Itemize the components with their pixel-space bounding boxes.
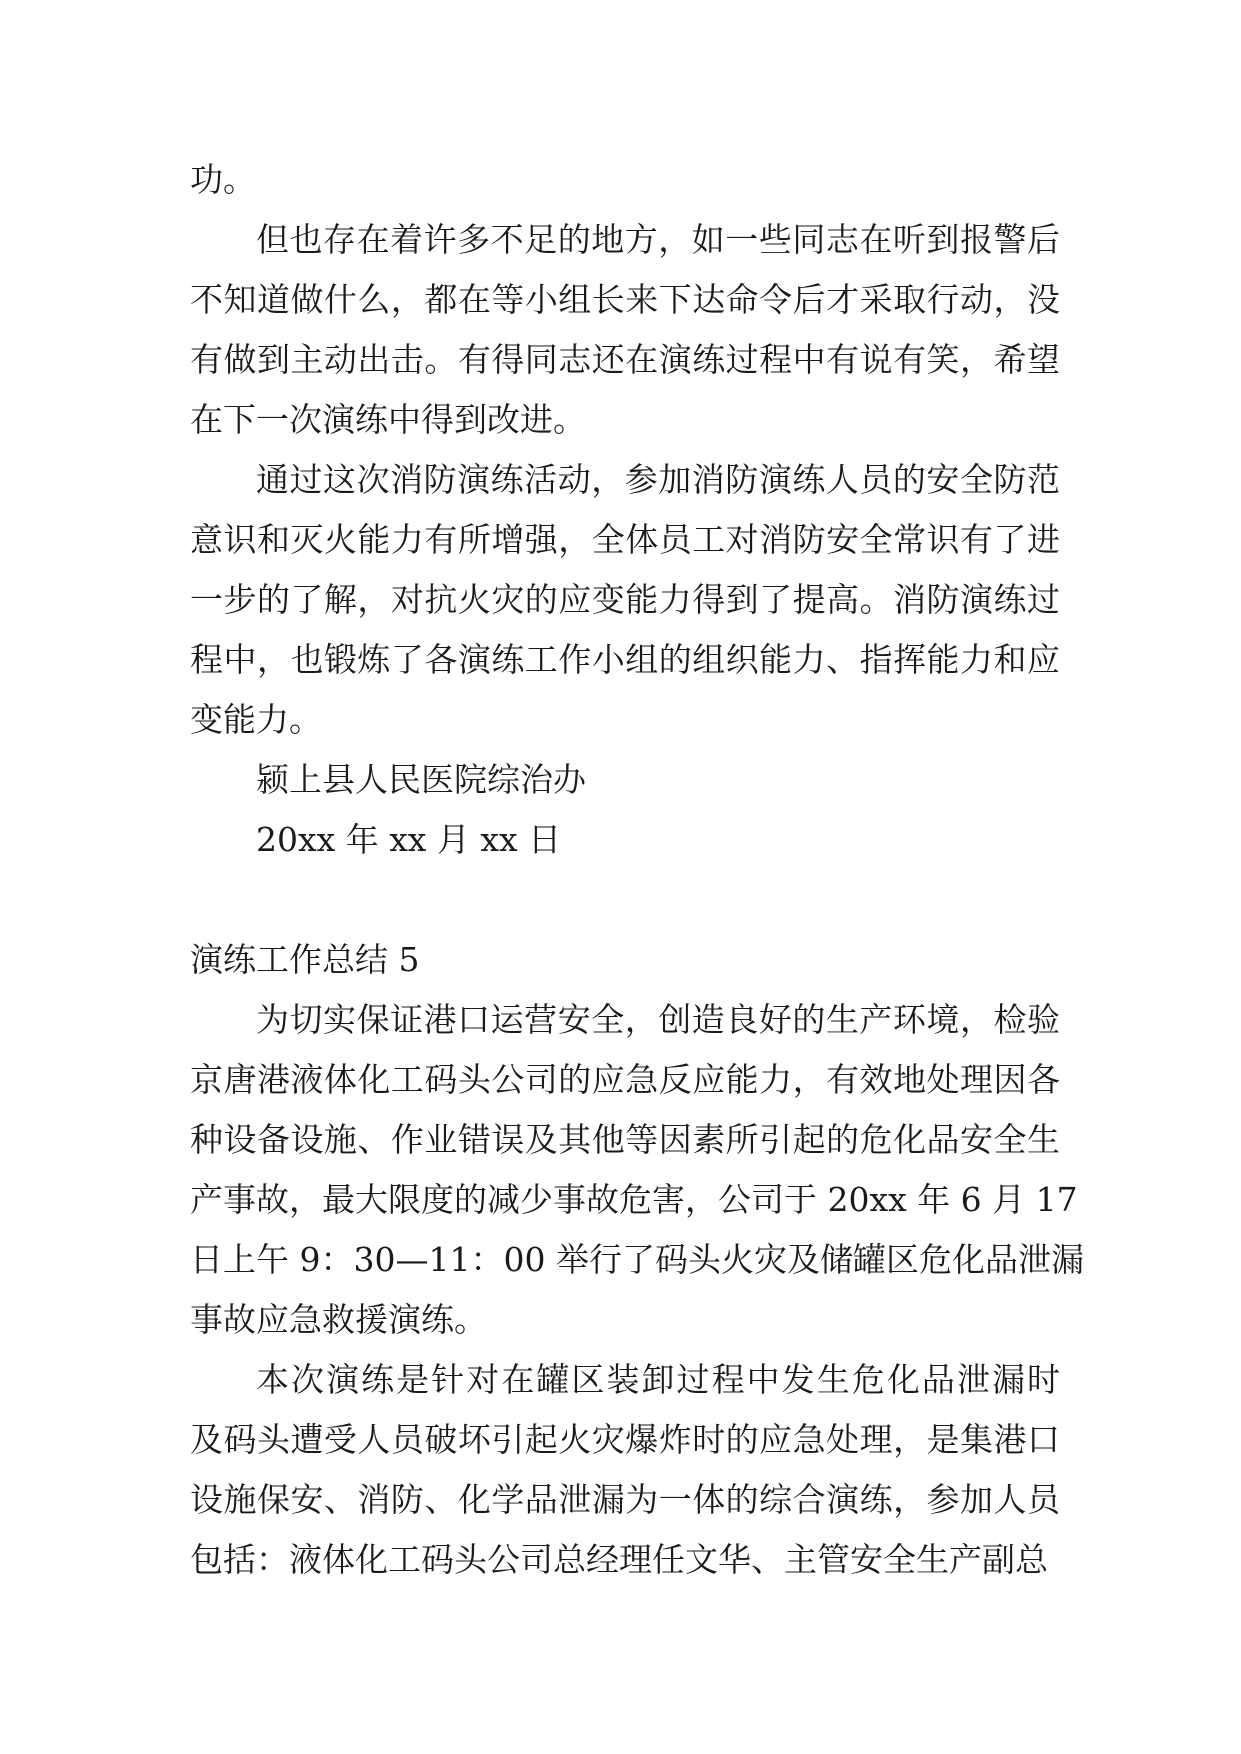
text-line: 通过这次消防演练活动，参加消防演练人员的安全防范 (256, 460, 1060, 499)
text-line: 颍上县人民医院综治办 (256, 760, 586, 799)
text-line: 事故应急救援演练。 (190, 1300, 487, 1339)
paragraph (190, 1350, 1060, 1590)
text-line: 包括：液体化工码头公司总经理任文华、主管安全生产副总 (190, 1540, 1048, 1579)
text-line: 为切实保证港口运营安全，创造良好的生产环境，检验 (256, 1000, 1060, 1039)
text-line: 20xx 年 xx 月 xx 日 (256, 820, 562, 859)
signature-block (190, 810, 1060, 870)
text-line: 京唐港液体化工码头公司的应急反应能力，有效地处理因各 (190, 1060, 1060, 1099)
text-line: 产事故，最大限度的减少事故危害，公司于 20xx 年 6 月 17 (190, 1180, 1078, 1219)
text-line: 日上午 9：30—11：00 举行了码头火灾及储罐区危化品泄漏 (190, 1240, 1084, 1279)
document-body (190, 150, 1084, 1590)
text-line: 功。 (190, 160, 256, 199)
section-spacer (190, 870, 1060, 930)
signature-block (190, 750, 1060, 810)
paragraph (190, 210, 1060, 450)
text-line: 但也存在着许多不足的地方，如一些同志在听到报警后 (256, 220, 1060, 259)
text-line: 在下一次演练中得到改进。 (190, 400, 586, 439)
text-line: 及码头遭受人员破坏引起火灾爆炸时的应急处理，是集港口 (190, 1420, 1060, 1459)
paragraph (190, 990, 1084, 1350)
text-line: 变能力。 (190, 700, 322, 739)
text-line: 意识和灭火能力有所增强，全体员工对消防安全常识有了进 (190, 520, 1060, 559)
paragraph (190, 450, 1060, 750)
text-line: 不知道做什么，都在等小组长来下达命令后才采取行动，没 (190, 280, 1060, 319)
text-line: 种设备设施、作业错误及其他等因素所引起的危化品安全生 (190, 1120, 1060, 1159)
paragraph (190, 150, 1060, 210)
section-heading (190, 930, 1060, 990)
text-line: 一步的了解，对抗火灾的应变能力得到了提高。消防演练过 (190, 580, 1060, 619)
text-line: 设施保安、消防、化学品泄漏为一体的综合演练，参加人员 (190, 1480, 1060, 1519)
text-line: 程中，也锻炼了各演练工作小组的组织能力、指挥能力和应 (190, 640, 1060, 679)
text-line: 有做到主动出击。有得同志还在演练过程中有说有笑，希望 (190, 340, 1060, 379)
text-line: 本次演练是针对在罐区装卸过程中发生危化品泄漏时 (256, 1360, 1060, 1399)
text-line: 演练工作总结 5 (190, 940, 420, 979)
